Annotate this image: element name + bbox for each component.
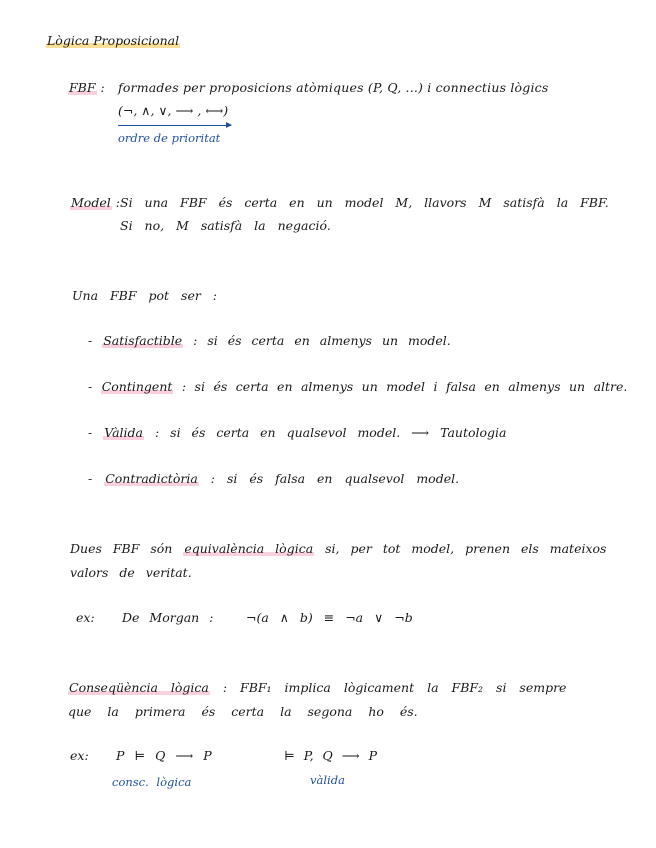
model-label bbox=[70, 195, 120, 211]
equivalence-line1 bbox=[70, 541, 606, 557]
type-term: Contingent bbox=[101, 379, 173, 394]
consequence-definition: : FBF₁ implica lògicament la FBF₂ si sempre bbox=[222, 680, 567, 695]
type-satisfactible: - Satisfactible : si és certa en almenys un model. bbox=[88, 333, 451, 348]
equivalence-line2: valors de veritat. bbox=[70, 565, 192, 580]
type-definition: : si és certa en almenys un model i falsa en almenys un altre. bbox=[181, 379, 628, 394]
model-definition-line1: Si una FBF és certa en un model M, llavors M satisfà la FBF. bbox=[120, 195, 609, 210]
page-title-text: Lògica Proposicional bbox=[47, 33, 180, 48]
type-contingent: - Contingent : si és certa en almenys un model i falsa en almenys un altre. bbox=[88, 379, 628, 394]
consequence-ex-label: ex: bbox=[70, 748, 89, 763]
type-definition: : si és falsa en qualsevol model. bbox=[210, 471, 460, 486]
fbf-definition-line1: formades per proposicions atòmiques (P, Q, ...) i connectius lògics bbox=[118, 80, 549, 95]
page-title bbox=[46, 33, 180, 49]
type-term: Contradictòria bbox=[105, 471, 198, 486]
valid-example: ⊨ P, Q ⟶ P bbox=[284, 748, 378, 763]
fbf-label bbox=[68, 80, 105, 96]
equivalence-ex-label: ex: bbox=[76, 610, 95, 625]
types-intro: Una FBF pot ser : bbox=[72, 288, 218, 303]
consequence-example-note: consc. lògica bbox=[112, 775, 192, 789]
valid-example-note: vàlida bbox=[310, 773, 345, 787]
type-valida: - Vàlida : si és certa en qualsevol model. ⟶ Tautologia bbox=[88, 425, 507, 440]
fbf-colon: : bbox=[100, 80, 105, 95]
type-term: Satisfactible bbox=[103, 333, 183, 348]
model-definition-line2: Si no, M satisfà la negació. bbox=[120, 218, 331, 233]
fbf-term: FBF bbox=[69, 80, 96, 95]
type-definition: : si és certa en qualsevol model. ⟶ Tautologia bbox=[154, 425, 507, 440]
type-contradictoria: - Contradictòria : si és falsa en qualsevol model. bbox=[88, 471, 460, 486]
type-term: Vàlida bbox=[104, 425, 143, 440]
type-definition: : si és certa en almenys un model. bbox=[193, 333, 451, 348]
equivalence-term: equivalència lògica bbox=[184, 541, 314, 556]
model-term: Model bbox=[71, 195, 111, 210]
consequence-line1 bbox=[68, 680, 566, 696]
equivalence-post: si, per tot model, prenen els mateixos bbox=[325, 541, 607, 556]
consequence-example: P ⊨ Q ⟶ P bbox=[116, 748, 212, 763]
de-morgan-formula: ¬(a ∧ b) ≡ ¬a ∨ ¬b bbox=[246, 610, 413, 625]
priority-arrow bbox=[118, 125, 231, 126]
equivalence-pre: Dues FBF són bbox=[70, 541, 173, 556]
fbf-connectives: (¬, ∧, ∨, ⟶ , ⟷) bbox=[118, 103, 229, 118]
consequence-line2: que la primera és certa la segona ho és. bbox=[68, 704, 418, 719]
priority-note: ordre de prioritat bbox=[118, 131, 221, 145]
model-colon: : bbox=[115, 195, 120, 210]
consequence-term: Conseqüència lògica bbox=[69, 680, 209, 695]
de-morgan-label: De Morgan : bbox=[122, 610, 214, 625]
